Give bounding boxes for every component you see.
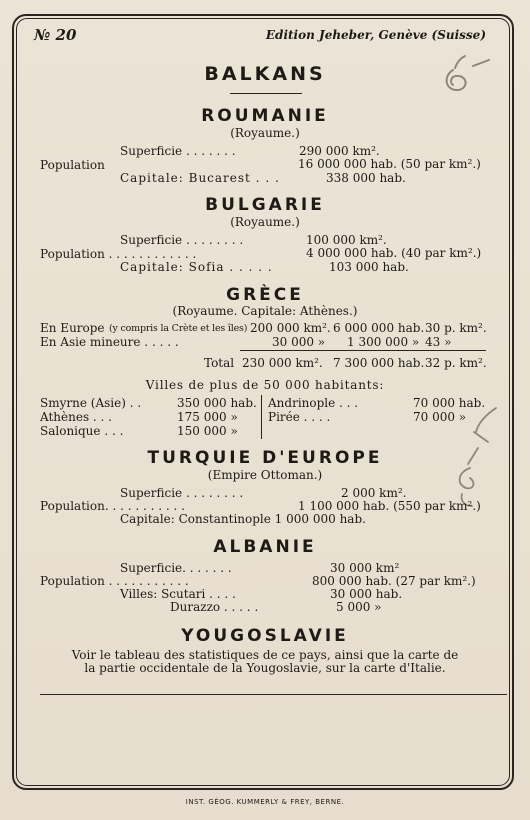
- grece-row-asie-density: 43 »: [425, 335, 452, 349]
- grece-row-asie-km: 30 000 »: [272, 335, 326, 349]
- grece-row-europe-hab: 6 000 000 hab.: [333, 321, 425, 335]
- albanie-villes-value2: 5 000 »: [336, 600, 382, 614]
- albanie-villes-value1: 30 000 hab.: [330, 587, 403, 601]
- grece-ville-left-2-value: 175 000 »: [177, 410, 238, 424]
- roumanie-superficie-value: 290 000 km².: [299, 144, 380, 158]
- grece-title: GRÈCE: [226, 285, 304, 305]
- grece-ville-left-2-name: Athènes . . .: [40, 410, 112, 424]
- publisher-edition: Edition Jeheber, Genève (Suisse): [265, 28, 486, 42]
- turquie-status: (Empire Ottoman.): [207, 468, 323, 482]
- bulgarie-population-label: Population . . . . . . . . . . . .: [40, 247, 197, 261]
- yougoslavie-line-2: la partie occidentale de la Yougoslavie, sur la carte d'Italie.: [84, 661, 446, 675]
- bulgarie-population-value: 4 000 000 hab. (40 par km².): [306, 246, 482, 260]
- bulgarie-capitale-value: 103 000 hab.: [329, 260, 409, 274]
- grece-total-rule: [240, 350, 486, 351]
- turquie-superficie-value: 2 000 km².: [341, 486, 407, 500]
- albanie-population-value: 800 000 hab. (27 par km².): [312, 574, 476, 588]
- roumanie-superficie-label: Superficie . . . . . . .: [120, 144, 236, 158]
- albanie-population-label: Population . . . . . . . . . . .: [40, 574, 189, 588]
- bulgarie-superficie-value: 100 000 km².: [306, 233, 387, 247]
- grece-villes-title: Villes de plus de 50 000 habitants:: [145, 378, 385, 392]
- yougoslavie-line-1: Voir le tableau des statistiques de ce pays, ainsi que la carte de: [71, 648, 459, 662]
- bulgarie-title: BULGARIE: [205, 195, 325, 215]
- albanie-title: ALBANIE: [213, 537, 317, 557]
- turquie-title: TURQUIE D'EUROPE: [147, 448, 383, 468]
- grece-row-europe-label: En Europe: [40, 321, 105, 335]
- grece-total-km: 230 000 km².: [242, 356, 323, 370]
- roumanie-population-value: 16 000 000 hab. (50 par km².): [298, 157, 481, 171]
- grece-ville-right-2-value: 70 000 »: [413, 410, 467, 424]
- bulgarie-status: (Royaume.): [230, 215, 300, 229]
- card-number: № 20: [34, 26, 77, 44]
- roumanie-capitale-value: 338 000 hab.: [326, 171, 406, 185]
- yougoslavie-title: YOUGOSLAVIE: [181, 626, 349, 646]
- roumanie-status: (Royaume.): [230, 126, 300, 140]
- grece-ville-left-3-name: Salonique . . .: [40, 424, 124, 438]
- albanie-villes-label2: Durazzo . . . . .: [170, 600, 259, 614]
- grece-row-asie-label: En Asie mineure . . . . .: [40, 335, 179, 349]
- grece-total-label: Total: [204, 356, 235, 370]
- bottom-divider: [40, 694, 507, 695]
- roumanie-population-label: Population: [40, 158, 105, 172]
- grece-row-europe-note: (y compris la Crète et les îles): [109, 323, 248, 334]
- albanie-superficie-label: Superficie. . . . . . .: [120, 561, 232, 575]
- printer-credit: INST. GÉOG. KUMMERLY & FREY, BERNE.: [185, 798, 345, 806]
- grece-status: (Royaume. Capitale: Athènes.): [172, 304, 358, 318]
- main-title: BALKANS: [204, 63, 326, 85]
- turquie-population-value: 1 100 000 hab. (550 par km².): [298, 499, 481, 513]
- grece-ville-left-3-value: 150 000 »: [177, 424, 238, 438]
- bulgarie-superficie-label: Superficie . . . . . . . .: [120, 233, 244, 247]
- bulgarie-capitale-label: Capitale: Sofia . . . . .: [120, 260, 273, 274]
- roumanie-capitale-label: Capitale: Bucarest . . .: [120, 171, 280, 185]
- grece-ville-right-1-value: 70 000 hab.: [413, 396, 486, 410]
- turquie-capitale: Capitale: Constantinople 1 000 000 hab.: [120, 512, 366, 526]
- albanie-villes-label: Villes: Scutari . . . .: [120, 587, 236, 601]
- grece-ville-left-1-name: Smyrne (Asie) . .: [40, 396, 142, 410]
- grece-row-asie-hab: 1 300 000 »: [347, 335, 420, 349]
- grece-total-hab: 7 300 000 hab.: [333, 356, 425, 370]
- turquie-superficie-label: Superficie . . . . . . . .: [120, 486, 244, 500]
- title-underline: [230, 93, 302, 94]
- grece-ville-left-1-value: 350 000 hab.: [177, 396, 257, 410]
- grece-row-europe-density: 30 p. km².: [425, 321, 487, 335]
- villes-divider: [261, 395, 262, 439]
- grece-row-europe-km: 200 000 km².: [250, 321, 331, 335]
- grece-total-density: 32 p. km².: [425, 356, 487, 370]
- grece-ville-right-1-name: Andrinople . . .: [268, 396, 359, 410]
- grece-ville-right-2-name: Pirée . . . .: [268, 410, 331, 424]
- albanie-superficie-value: 30 000 km²: [330, 561, 400, 575]
- roumanie-title: ROUMANIE: [201, 106, 329, 126]
- turquie-population-label: Population. . . . . . . . . . .: [40, 499, 185, 513]
